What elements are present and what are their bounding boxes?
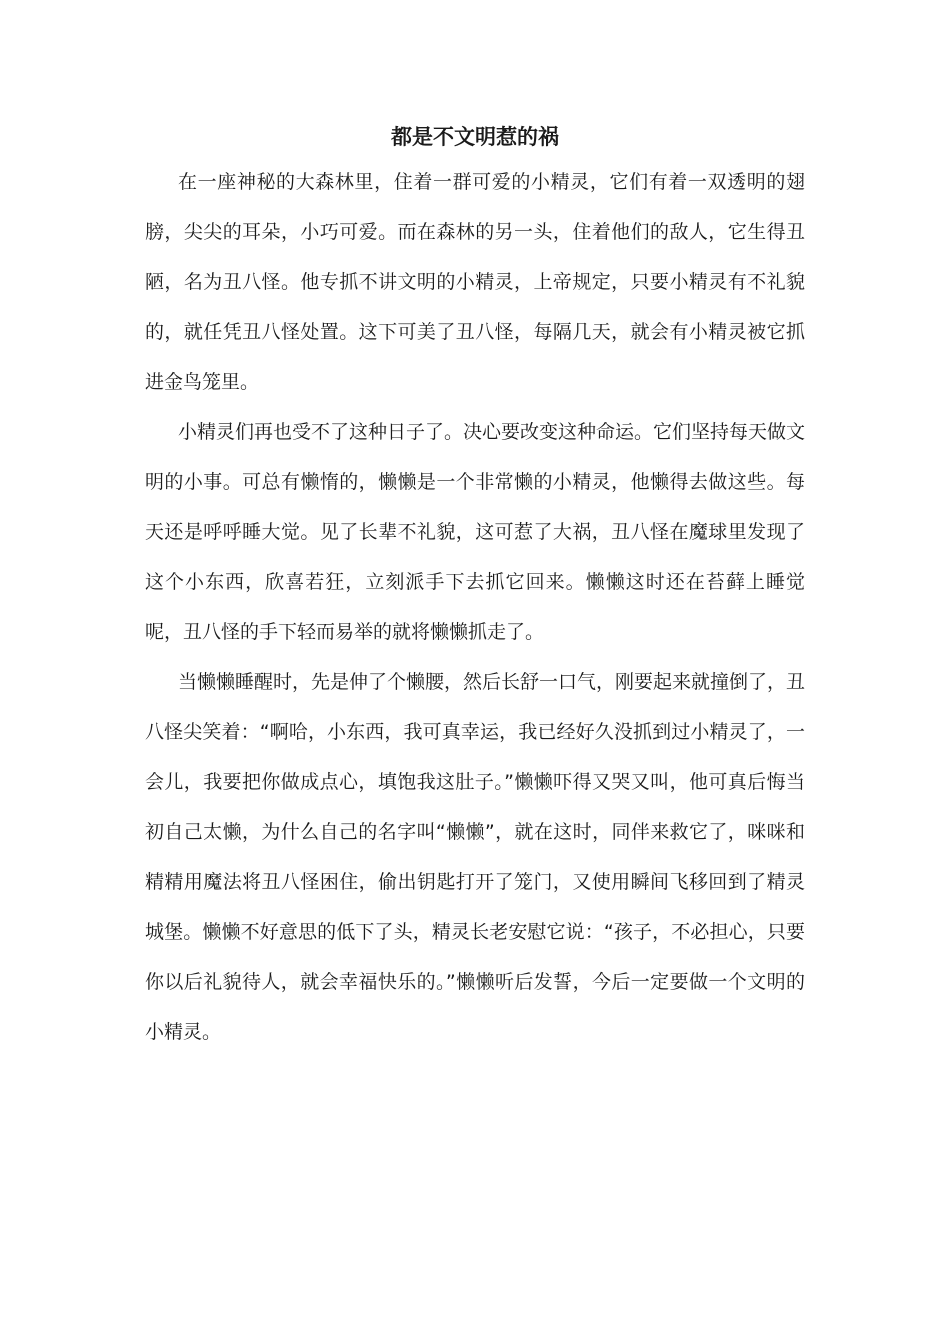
paragraph-2: 小精灵们再也受不了这种日子了。决心要改变这种命运。它们坚持每天做文明的小事。可总有懒惰的，懒懒是一个非常懒的小精灵，他懒得去做这些。每天还是呼呼睡大觉。见了长辈不礼貌，这可惹了大祸，丑八怪在魔球里发现了这个小东西，欣喜若狂，立刻派手下去抓它回来。懒懒这时还在苔藓上睡觉呢，丑八怪的手下轻而易举的就将懒懒抓走了。 bbox=[145, 421, 806, 643]
paragraph-3: 当懒懒睡醒时，先是伸了个懒腰，然后长舒一口气，刚要起来就撞倒了，丑八怪尖笑着：“啊哈，小东西，我可真幸运，我已经好久没抓到过小精灵了，一会儿，我要把你做成点心，填饱我这肚子。”懒懒吓得又哭又叫，他可真后悔当初自己太懒，为什么自己的名字叫“懒懒”，就在这时，同伴来救它了，咪咪和精精用魔法将丑八怪困住，偷出钥匙打开了笼门，又使用瞬间飞移回到了精灵城堡。懒懒不好意思的低下了头，精灵长老安慰它说：“孩子，不必担心，只要你以后礼貌待人，就会幸福快乐的。”懒懒听后发誓，今后一定要做一个文明的小精灵。 bbox=[145, 671, 806, 1043]
paragraph-1: 在一座神秘的大森林里，住着一群可爱的小精灵，它们有着一双透明的翅膀，尖尖的耳朵，小巧可爱。而在森林的另一头，住着他们的敌人，它生得丑陋，名为丑八怪。他专抓不讲文明的小精灵，上帝规定，只要小精灵有不礼貌的，就任凭丑八怪处置。这下可美了丑八怪，每隔几天，就会有小精灵被它抓进金鸟笼里。 bbox=[145, 171, 805, 393]
document-body bbox=[145, 157, 805, 1057]
document-title: 都是不文明惹的祸 bbox=[391, 124, 559, 149]
